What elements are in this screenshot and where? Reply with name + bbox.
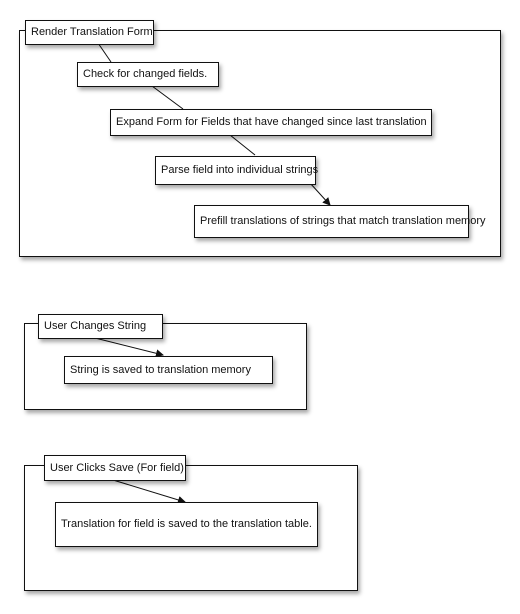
step-string-saved-to-memory: String is saved to translation memory bbox=[64, 356, 273, 384]
step-parse-field: Parse field into individual strings bbox=[155, 156, 316, 185]
group-title-user-changes-string: User Changes String bbox=[38, 314, 163, 339]
group-title-render-translation-form: Render Translation Form bbox=[25, 20, 154, 45]
step-prefill-translations: Prefill translations of strings that match translation memory bbox=[194, 205, 469, 238]
step-check-changed-fields: Check for changed fields. bbox=[77, 62, 219, 87]
step-translation-saved-to-table: Translation for field is saved to the translation table. bbox=[55, 502, 318, 547]
group-title-user-clicks-save: User Clicks Save (For field) bbox=[44, 455, 186, 481]
step-expand-form: Expand Form for Fields that have changed since last translation bbox=[110, 109, 432, 136]
